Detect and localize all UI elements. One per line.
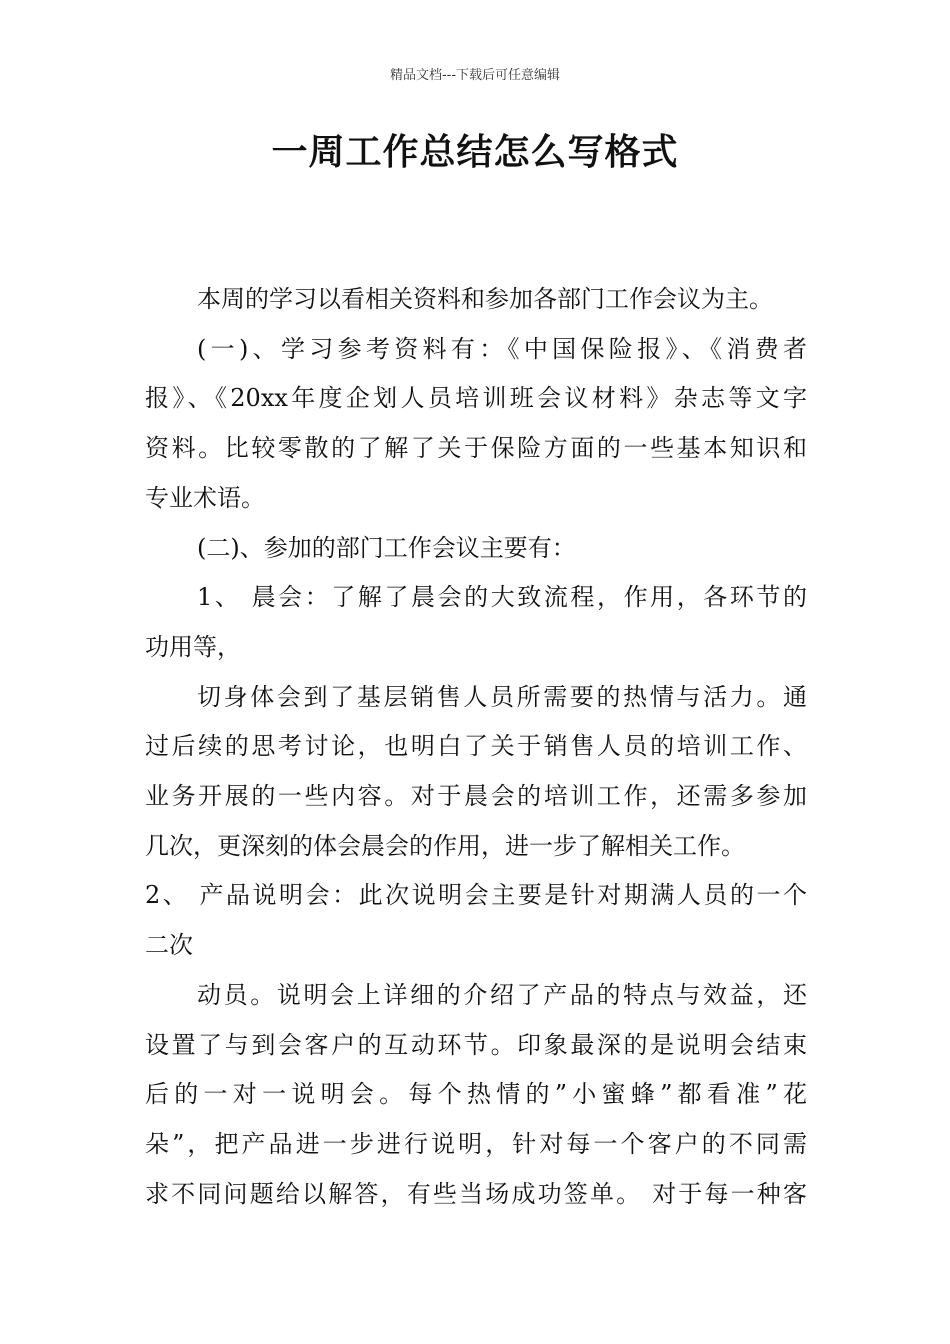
paragraph-line: 二次 [145,931,193,960]
paragraph-line: 后的一对一说明会。每个热情的”小蜜蜂”都看准”花 [145,1080,807,1109]
header-note: 精品文档---下载后可任意编辑 [389,68,561,83]
paragraph-line: (一)、学习参考资料有：《中国保险报》、《消费者 [197,334,807,363]
paragraph-line: 求不同问题给以解答，有些当场成功签单。 对于每一种客 [145,1179,807,1208]
document-body [145,275,807,1219]
paragraph-line: 动员。说明会上详细的介绍了产品的特点与效益，还 [197,980,807,1009]
paragraph-line: 本周的学习以看相关资料和参加各部门工作会议为主。 [197,285,773,313]
paragraph-line: 几次，更深刻的体会晨会的作用，进一步了解相关工作。 [145,831,745,860]
document-title: 一周工作总结怎么写格式 [271,132,679,173]
paragraph-line: 切身体会到了基层销售人员所需要的热情与活力。通 [197,682,807,711]
paragraph-line: 1、 晨会：了解了晨会的大致流程，作用，各环节的 [197,583,807,612]
paragraph-line: 功用等， [145,632,241,661]
paragraph-line: 2、 产品说明会：此次说明会主要是针对期满人员的一个 [145,881,807,910]
paragraph-line: 朵”，把产品进一步进行说明，针对每一个客户的不同需 [145,1129,807,1158]
paragraph-line: 过后续的思考讨论，也明白了关于销售人员的培训工作、 [145,732,807,761]
paragraph-line: (二)、参加的部门工作会议主要有： [197,533,576,562]
paragraph-line: 资料。比较零散的了解了关于保险方面的一些基本知识和 [145,434,807,463]
paragraph-line: 设置了与到会客户的互动环节。印象最深的是说明会结束 [145,1030,807,1059]
paragraph-line: 业务开展的一些内容。对于晨会的培训工作，还需多参加 [145,782,807,811]
paragraph-line: 专业术语。 [145,483,265,512]
paragraph-line: 报》、《20xx年度企划人员培训班会议材料》杂志等文字 [145,384,807,413]
